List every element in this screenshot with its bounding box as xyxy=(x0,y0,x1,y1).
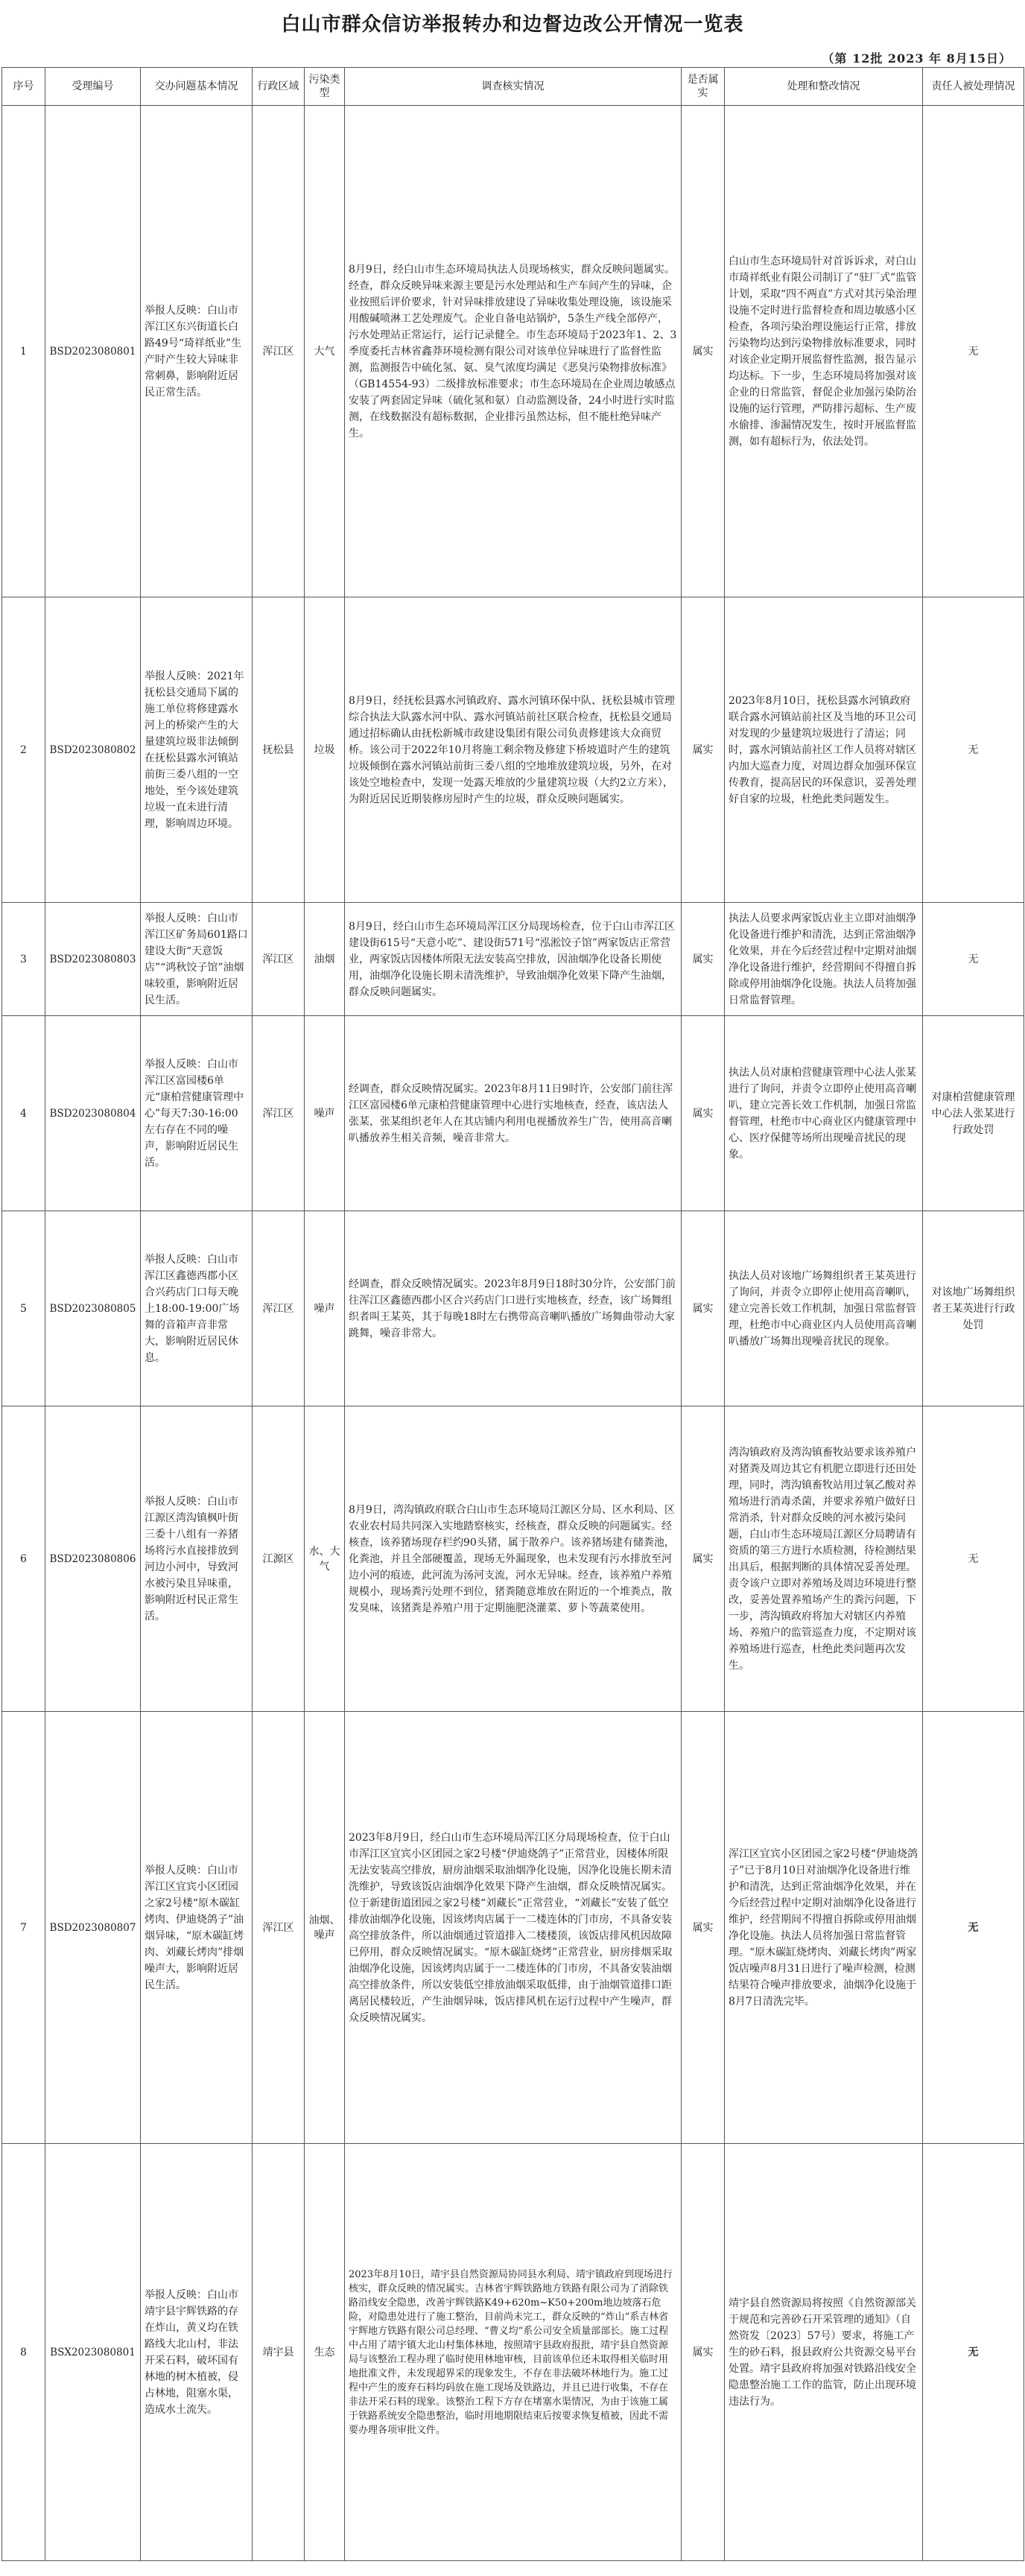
row-no: 2 xyxy=(2,597,45,903)
header-problem: 交办问题基本情况 xyxy=(141,68,253,106)
table-header-row xyxy=(2,68,1024,106)
row-fact: 属实 xyxy=(682,1016,725,1211)
table-row xyxy=(2,903,1024,1016)
row-investigation: 2023年8月9日，经白山市生态环境局浑江区分局现场检查，位于白山市浑江区宜宾小区团园之家2号楼“伊迪烧鸽子”正常营业，因楼体所限无法安装高空排放，厨房油烟采取油烟净化设施，因净化设施长期未清洗维护，导致该饭店油烟净化效果下降产生油烟，群众反映情况属实。位于新建街道团园之家2号楼“刘藏长”正常营业，“刘藏长”安装了低空排放油烟净化设施，因该烤肉店属于一二楼连体的门市房，不具备安装高空排放条件，所以油烟通过管道排入二楼楼顶，该饭店排风机因故障已停用，群众反映情况属实。“原木碳缸烧烤”正常营业，厨房排烟采取油烟净化设施，因该烤肉店属于一二楼连体的门市房，不具备安装油烟高空排放条件，所以安装低空排放油烟采取低排，由于油烟管道排口距离居民楼较近，产生油烟异味，饭店排风机在运行过程中产生噪声，群众反映情况属实。 xyxy=(345,1712,682,2144)
header-region: 行政区域 xyxy=(253,68,305,106)
table-row xyxy=(2,1211,1024,1406)
page-title: 白山市群众信访举报转办和边督边改公开情况一览表 xyxy=(281,13,744,36)
table-row xyxy=(2,1016,1024,1211)
row-code: BSD2023080805 xyxy=(45,1211,141,1406)
row-responsible: 对该地广场舞组织者王某英进行行政处罚 xyxy=(923,1211,1024,1406)
row-responsible: 无 xyxy=(923,597,1024,903)
row-handling: 白山市生态环境局针对首诉诉求，对白山市琦祥纸业有限公司制订了“驻厂式”监管计划，采取“四不两直”方式对其污染治理设施不定时进行监督检查和周边敏感小区检查，各项污染治理设施运行正常，排放污染物均达到污染物排放标准要求，同时对该企业定期开展监督性监测，报告显示均达标。下一步，生态环境局将加强对该企业的日常监管，督促企业加强污染防治设施的运行管理，严防排污超标、生产废水偷排、渗漏情况发生，按时开展监督监测，如有超标行为，依法处罚。 xyxy=(725,106,923,597)
row-problem: 举报人反映：2021年抚松县交通局下属的施工单位将修建露水河上的桥梁产生的大量建筑垃圾非法倾倒在抚松县露水河镇站前街三委八组的一空地处，至今该处建筑垃圾一直未进行清理，影响周边环境。 xyxy=(141,597,253,903)
table-row xyxy=(2,1406,1024,1712)
row-problem: 举报人反映：白山市浑江区富园楼6单元“康柏营健康管理中心”每天7:30-16:00左右存在不同的噪声，影响附近居民生活。 xyxy=(141,1016,253,1211)
header-code: 受理编号 xyxy=(45,68,141,106)
row-handling: 靖宇县自然资源局将按照《自然资源部关于规范和完善砂石开采管理的通知》（自然资发〔2023〕57号）要求，将施工产生的砂石料，报县政府公共资源交易平台处置。靖宇县政府将加强对铁路沿线安全隐患整治施工工作的监管，防止出现环境违法行为。 xyxy=(725,2144,923,2561)
table-row xyxy=(2,106,1024,597)
row-region: 浑江区 xyxy=(253,1712,305,2144)
row-investigation: 8月9日，湾沟镇政府联合白山市生态环境局江源区分局、区水利局、区农业农村局共同深入实地踏察核实，经核查，群众反映的问题属实。经核查，该养猪场现存栏约90头猪，属于散养户。该养猪场建有储粪池，化粪池，并且全部硬覆盖，现场无外漏现象，也未发现有污水排放至河边小河的痕迹，此河流为汤河支流，河水无异味。经查，该养殖户养殖规模小，现场粪污处理不到位，猪粪随意堆放在附近的一个堆粪点，散发臭味，该猪粪是养殖户用于定期施肥浇灌菜、萝卜等蔬菜使用。 xyxy=(345,1406,682,1712)
row-handling: 湾沟镇政府及湾沟镇畜牧站要求该养殖户对猪粪及周边其它有机肥立即进行还田处理，同时，湾沟镇畜牧站用过氧乙酸对养殖场进行消毒杀菌，并要求养殖户做好日常消杀，针对群众反映的河水被污染问题，白山市生态环境局江源区分局聘请有资质的第三方进行水质检测，待检测结果出具后，根据判断的具体情况妥善处理。责令该户立即对养殖场及周边环境进行整改，妥善处置养殖场产生的粪污问题，下一步，湾沟镇政府将加大对辖区内养殖场、养殖户的监管巡查力度，不定期对该养殖场进行巡查，杜绝此类问题再次发生。 xyxy=(725,1406,923,1712)
row-responsible: 无 xyxy=(923,1406,1024,1712)
header-type: 污染类型 xyxy=(305,68,345,106)
row-region: 浑江区 xyxy=(253,1211,305,1406)
row-problem: 举报人反映：白山市江源区湾沟镇枫叶街三委十八组有一养猪场将污水直接排放到河边小河中，导致河水被污染且异味重，影响附近村民正常生活。 xyxy=(141,1406,253,1712)
row-region: 浑江区 xyxy=(253,1016,305,1211)
row-type: 生态 xyxy=(305,2144,345,2561)
row-problem: 举报人反映：白山市浑江区宜宾小区团园之家2号楼“原木碳缸烤肉、伊迪烧鸽子”油烟异味，“原木碳缸烤肉、刘藏长烤肉”排烟噪声大，影响附近居民生活。 xyxy=(141,1712,253,2144)
row-no: 7 xyxy=(2,1712,45,2144)
row-fact: 属实 xyxy=(682,2144,725,2561)
row-problem: 举报人反映：白山市浑江区鑫德西郡小区合兴药店门口每天晚上18:00-19:00广场舞的音箱声音非常大，影响附近居民休息。 xyxy=(141,1211,253,1406)
header-handling: 处理和整改情况 xyxy=(725,68,923,106)
row-investigation: 8月9日，经抚松县露水河镇政府、露水河镇环保中队、抚松县城市管理综合执法大队露水河中队、露水河镇站前社区联合检查，抚松县交通局通过招标确认由抚松新城市政建设集团有限公司负责修建该大众商贸桥。该公司于2022年10月将施工剩余物及修建下桥坡道时产生的建筑垃圾倾倒在露水河镇站前街三委八组的空地堆放建筑垃圾，另外，在对该处空地检查中，发现一处露天堆放的少量建筑垃圾（大约2立方米），为附近居民近期装修房屋时产生的垃圾，群众反映问题属实。 xyxy=(345,597,682,903)
row-fact: 属实 xyxy=(682,1712,725,2144)
row-code: BSD2023080803 xyxy=(45,903,141,1016)
row-handling: 执法人员对康柏营健康管理中心法人张某进行了询问，并责令立即停止使用高音喇叭，建立完善长效工作机制，加强日常监督管理，杜绝市中心商业区内健康管理中心、医疗保健等场所出现噪音扰民的现象。 xyxy=(725,1016,923,1211)
row-no: 4 xyxy=(2,1016,45,1211)
row-responsible: 无 xyxy=(923,2144,1024,2561)
header-fact: 是否属实 xyxy=(682,68,725,106)
row-type: 油烟、噪声 xyxy=(305,1712,345,2144)
row-fact: 属实 xyxy=(682,106,725,597)
row-type: 噪声 xyxy=(305,1211,345,1406)
row-code: BSD2023080807 xyxy=(45,1712,141,2144)
row-region: 江源区 xyxy=(253,1406,305,1712)
table-row xyxy=(2,597,1024,903)
row-investigation: 8月9日，经白山市生态环境局执法人员现场核实，群众反映问题属实。经查，群众反映异味来源主要是污水处理站和生产车间产生的异味，企业按照后评价要求，针对异味排放建设了异味收集处理设施，该设施采用酸碱喷淋工艺处理废气。企业自备电站锅炉，5条生产线全部停产，污水处理站正常运行，运行记录健全。市生态环境局于2023年1、2、3季度委托吉林省鑫莽环境检测有限公司对该单位异味进行了监督性监测，监测报告中硫化氢、氨、臭气浓度均满足《恶臭污染物排放标准》（GB14554-93）二级排放标准要求；市生态环境局在企业周边敏感点安装了两套固定异味（硫化氢和氨）自动监测设备，24小时进行实时监测，在线数据没有超标数据，企业排污虽然达标，但不能杜绝异味产生。 xyxy=(345,106,682,597)
header-investigation: 调查核实情况 xyxy=(345,68,682,106)
row-problem: 举报人反映：白山市浑江区矿务局601路口建设大街“天意饭店”“鸿秋饺子馆”油烟味较重，影响附近居民生活。 xyxy=(141,903,253,1016)
row-type: 水、大气 xyxy=(305,1406,345,1712)
row-handling: 执法人员对该地广场舞组织者王某英进行了询问，并责令立即停止使用高音喇叭，建立完善长效工作机制，加强日常监督管理，杜绝市中心商业区内人员使用高音喇叭播放广场舞出现噪音扰民的现象。 xyxy=(725,1211,923,1406)
row-problem: 举报人反映：白山市浑江区东兴街道长白路49号“琦祥纸业”生产时产生较大异味非常刺鼻，影响附近居民正常生活。 xyxy=(141,106,253,597)
row-type: 大气 xyxy=(305,106,345,597)
row-responsible: 无 xyxy=(923,106,1024,597)
batch-date-subtitle: （第 12批 2023 年 8月15日） xyxy=(822,51,1012,66)
row-code: BSD2023080802 xyxy=(45,597,141,903)
row-fact: 属实 xyxy=(682,597,725,903)
row-fact: 属实 xyxy=(682,903,725,1016)
row-type: 垃圾 xyxy=(305,597,345,903)
row-region: 浑江区 xyxy=(253,106,305,597)
row-no: 8 xyxy=(2,2144,45,2561)
row-region: 浑江区 xyxy=(253,903,305,1016)
row-type: 噪声 xyxy=(305,1016,345,1211)
row-fact: 属实 xyxy=(682,1406,725,1712)
table-row xyxy=(2,2144,1024,2561)
row-responsible: 对康柏营健康管理中心法人张某进行行政处罚 xyxy=(923,1016,1024,1211)
row-investigation: 8月9日，经白山市生态环境局浑江区分局现场检查，位于白山市浑江区建设街615号“天意小吃”、建设街571号“泓淞饺子馆”两家饭店正常营业，两家饭店因楼体所限无法安装高空排放，因油烟净化设备长期使用，油烟净化设施长期未清洗维护，导致油烟净化效果下降产生油烟，群众反映问题属实。 xyxy=(345,903,682,1016)
table-row xyxy=(2,1712,1024,2144)
row-investigation: 经调查，群众反映情况属实。2023年8月9日18时30分许，公安部门前往浑江区鑫德西郡小区合兴药店门口进行实地核查，经查，该广场舞组织者叫王某英，其于每晚18时左右携带高音喇叭播放广场舞曲带动大家跳舞，噪音非常大。 xyxy=(345,1211,682,1406)
row-handling: 浑江区宜宾小区团园之家2号楼“伊迪烧鸽子”已于8月10日对油烟净化设备进行维护和清洗，达到正常油烟净化效果，并在今后经营过程中定期对油烟净化设备进行维护，经营期间不得擅自拆除或停用油烟净化设施。执法人员将加强日常监督管理。“原木碳缸烧烤肉、刘藏长烤肉”两家饭店噪声8月31日进行了噪声检测，检测结果符合噪声排放要求，油烟净化设施于8月7日清洗完毕。 xyxy=(725,1712,923,2144)
row-code: BSD2023080804 xyxy=(45,1016,141,1211)
row-type: 油烟 xyxy=(305,903,345,1016)
row-investigation: 经调查，群众反映情况属实。2023年8月11日9时许，公安部门前往浑江区富园楼6单元康柏营健康管理中心进行实地核查，经查，该店法人张某，张某组织老年人在其店铺内利用电视播放养生广告，使用高音喇叭播放养生相关音频，噪音非常大。 xyxy=(345,1016,682,1211)
row-responsible: 无 xyxy=(923,1712,1024,2144)
header-no: 序号 xyxy=(2,68,45,106)
row-responsible: 无 xyxy=(923,903,1024,1016)
row-handling: 2023年8月10日，抚松县露水河镇政府联合露水河镇站前社区及当地的环卫公司对发现的少量建筑垃圾进行了清运；同时，露水河镇站前社区工作人员将对辖区内加大巡查力度，对周边群众加强环保宣传教育，提高居民的环保意识，妥善处理好自家的垃圾，杜绝此类问题发生。 xyxy=(725,597,923,903)
row-investigation: 2023年8月10日，靖宇县自然资源局协同县水利局、靖宇镇政府到现场进行核实，群众反映的情况属实。吉林省宇辉铁路地方铁路有限公司为了消除铁路沿线安全隐患，改善宇辉铁路K49+620m~K50+200m地边坡落石危险，对隐患处进行了施工整治，目前尚未完工，群众反映的“炸山”系吉林省宇辉地方铁路有限公司总经理、“曹义均”系公司安全质量部部长。施工过程中占用了靖宇镇大北山村集体林地，按照靖宇县政府报批，靖宇县自然资源局与该整治工程办理了临时使用林地审核，目前该单位还未取得相关临时用地批准文件，未发现超界采的现象发生，不存在非法破坏林地行为。施工过程中产生的废弃石料均码放在施工现场及铁路边，并且已进行收集，不存在非法开采石料的现象。该整治工程下方存在堵塞水渠情况，为由于该施工属于铁路系统安全隐患整治，临时用地期限结束后按要求恢复植被，因此不需要办理各项审批文件。 xyxy=(345,2144,682,2561)
header-responsible: 责任人被处理情况 xyxy=(923,68,1024,106)
report-table xyxy=(1,67,1024,2561)
row-code: BSD2023080801 xyxy=(45,106,141,597)
row-no: 3 xyxy=(2,903,45,1016)
row-no: 6 xyxy=(2,1406,45,1712)
row-no: 5 xyxy=(2,1211,45,1406)
row-code: BSD2023080806 xyxy=(45,1406,141,1712)
row-fact: 属实 xyxy=(682,1211,725,1406)
row-code: BSX2023080801 xyxy=(45,2144,141,2561)
row-region: 抚松县 xyxy=(253,597,305,903)
row-no: 1 xyxy=(2,106,45,597)
row-region: 靖宇县 xyxy=(253,2144,305,2561)
row-handling: 执法人员要求两家饭店业主立即对油烟净化设备进行维护和清洗，达到正常油烟净化效果，并在今后经营过程中定期对油烟净化设备进行维护，经营期间不得擅自拆除或停用油烟净化设施。执法人员将加强日常监督管理。 xyxy=(725,903,923,1016)
row-problem: 举报人反映：白山市靖宇县宇辉铁路的存在炸山，黄义均在铁路线大北山村，非法开采石料，破坏国有林地的树木植被，侵占林地，阻塞水渠，造成水土流失。 xyxy=(141,2144,253,2561)
